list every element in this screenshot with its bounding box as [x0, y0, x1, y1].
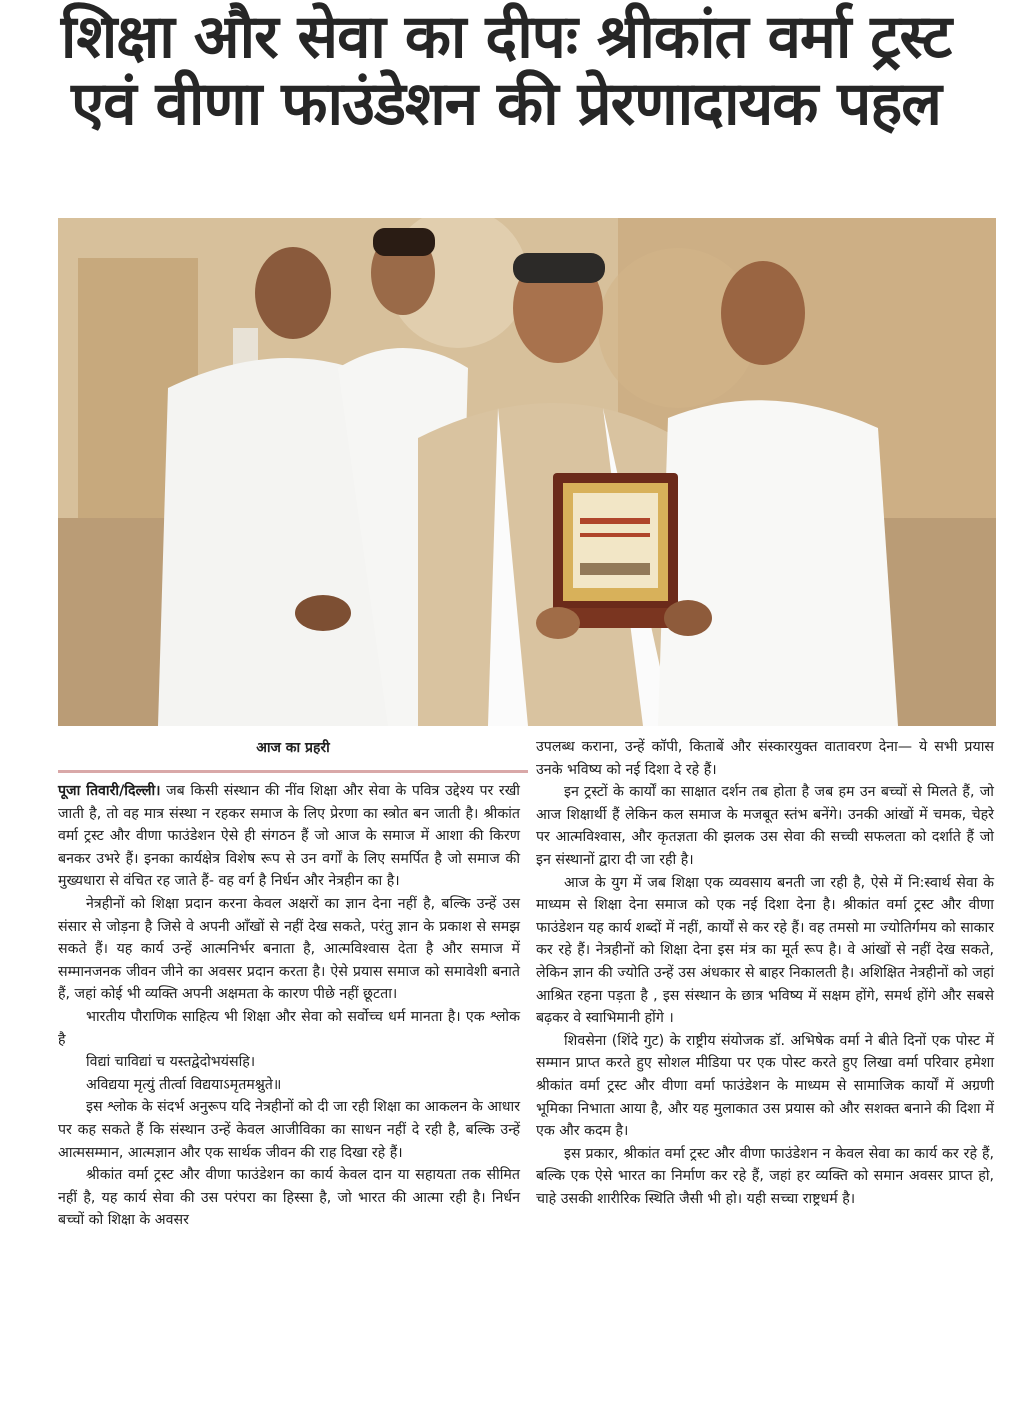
article-column-right [536, 736, 994, 1210]
headline [0, 2, 1012, 139]
article-paragraph: उपलब्ध कराना, उन्हें कॉपी, किताबें और संस्कारयुक्त वातावरण देना— ये सभी प्रयास उनके भविष्य को नई दिशा दे रहे हैं। [536, 739, 994, 778]
article-paragraph: आज के युग में जब शिक्षा एक व्यवसाय बनती जा रही है, ऐसे में नि:स्वार्थ सेवा के माध्यम से शिक्षा देना समाज को एक नई दिशा देना है। श्रीकांत वर्मा ट्रस्ट और वीणा फाउंडेशन यह कार्य शब्दों में नहीं, कार्यों से कर रहे हैं। वह तमसो मा ज्योतिर्गमय को साकार कर रहे हैं। नेत्रहीनों को शिक्षा देना इस मंत्र का मूर्त रूप है। वे आंखों से नहीं देख सकते, लेकिन ज्ञान की ज्योति उन्हें उस अंधकार से बाहर निकालती है। अशिक्षित नेत्रहीनों को जहां आश्रित रहना पड़ता है , इस संस्थान के छात्र भविष्य में सक्षम होंगे, समर्थ होंगे और सबसे बढ़कर वे स्वाभिमानी होंगे । [536, 874, 994, 1027]
verse-line: अविद्यया मृत्युं तीर्त्वा विद्ययाऽमृतमश्नुते॥ [86, 1076, 282, 1093]
article-paragraph: शिवसेना (शिंदे गुट) के राष्ट्रीय संयोजक डॉ. अभिषेक वर्मा ने बीते दिनों एक पोस्ट में सम्मान प्राप्त करते हुए सोशल मीडिया पर एक पोस्ट करते हुए लिखा वर्मा परिवार हमेशा श्रीकांत वर्मा ट्रस्ट और वीणा वर्मा फाउंडेशन के माध्यम से सामाजिक कार्यों में अग्रणी भूमिका निभाता आया है, और यह मुलाकात उस प्रयास को और सशक्त बनाने की दिशा में एक और कदम है। [536, 1032, 994, 1140]
article-paragraph: इस श्लोक के संदर्भ अनुरूप यदि नेत्रहीनों को दी जा रही शिक्षा का आकलन के आधार पर कह सकते हैं कि संस्थान उन्हें केवल आजीविका का साधन नहीं दे रही है, बल्कि उन्हें आत्मसम्मान, आत्मज्ञान और एक सार्थक जीवन की राह दिखा रहे हैं। [58, 1099, 520, 1161]
photo-caption: आज का प्रहरी [256, 740, 330, 756]
article-column-left [58, 780, 520, 1232]
article-paragraph: नेत्रहीनों को शिक्षा प्रदान करना केवल अक्षरों का ज्ञान देना नहीं है, बल्कि उन्हें उस संसार से जोड़ना है जिसे वे अपनी आँखों से नहीं देख सकते, परंतु ज्ञान के प्रकाश से समझ सकते हैं। यह कार्य उन्हें आत्मनिर्भर बनाता है, आत्मविश्वास देता है और समाज में सम्मानजनक जीवन जीने का अवसर प्रदान करता है। ऐसे प्रयास समाज को समावेशी बनाते हैं, जहां कोई भी व्यक्ति अपनी अक्षमता के कारण पीछे नहीं छूटता। [58, 895, 520, 1003]
lead-text: जब किसी संस्थान की नींव शिक्षा और सेवा के पवित्र उद्देश्य पर रखी जाती है, तो वह मात्र संस्था न रहकर समाज के लिए प्रेरणा का स्त्रोत बन जाती है। श्रीकांत वर्मा ट्रस्ट और वीणा फाउंडेशन ऐसे ही संगठन हैं जो आज के समाज में आशा की किरण बनकर उभरे हैं। इनका कार्यक्षेत्र विशेष रूप से उन वर्गों के लिए समर्पित है जो समाज की मुख्यधारा से वंचित रह जाते हैं- वह वर्ग है निर्धन और नेत्रहीन का है। [58, 783, 520, 890]
news-photo [58, 218, 996, 726]
byline: पूजा तिवारी/दिल्ली। [58, 783, 161, 799]
verse-line: विद्यां चाविद्यां च यस्तद्वेदोभयंसहि। [86, 1054, 256, 1071]
headline-line-2: एवं वीणा फाउंडेशन की प्रेरणादायक पहल [71, 69, 941, 139]
article-paragraph [58, 780, 520, 893]
article-paragraph: इस प्रकार, श्रीकांत वर्मा ट्रस्ट और वीणा फाउंडेशन न केवल सेवा का कार्य कर रहे हैं, बल्कि एक ऐसे भारत का निर्माण कर रहे हैं, जहां हर व्यक्ति को समान अवसर प्राप्त हो, चाहे उसकी शारीरिक स्थिति जैसी भी हो। यही सच्चा राष्ट्रधर्म है। [536, 1145, 994, 1207]
photo-icon [58, 218, 996, 726]
article-paragraph: भारतीय पौराणिक साहित्य भी शिक्षा और सेवा को सर्वोच्च धर्म मानता है। एक श्लोक है [58, 1008, 520, 1048]
article-paragraph: इन ट्रस्टों के कार्यों का साक्षात दर्शन तब होता है जब हम उन बच्चों से मिलते हैं, जो आज शिक्षार्थी हैं लेकिन कल समाज के मजबूत स्तंभ बनेंगे। उनकी आंखों में चमक, चेहरे पर आत्मविश्वास, और कृतज्ञता की झलक उस सेवा की सच्ची सफलता को दर्शाते हैं जो इन संस्थानों द्वारा दी जा रही है। [536, 784, 994, 868]
headline-line-1: शिक्षा और सेवा का दीपः श्रीकांत वर्मा ट्रस्ट [60, 2, 952, 72]
caption-divider [58, 770, 528, 773]
article-paragraph: श्रीकांत वर्मा ट्रस्ट और वीणा फाउंडेशन का कार्य केवल दान या सहायता तक सीमित नहीं है, यह कार्य सेवा की उस परंपरा का हिस्सा है, जो भारत की आत्मा रही है। निर्धन बच्चों को शिक्षा के अवसर [58, 1167, 520, 1229]
